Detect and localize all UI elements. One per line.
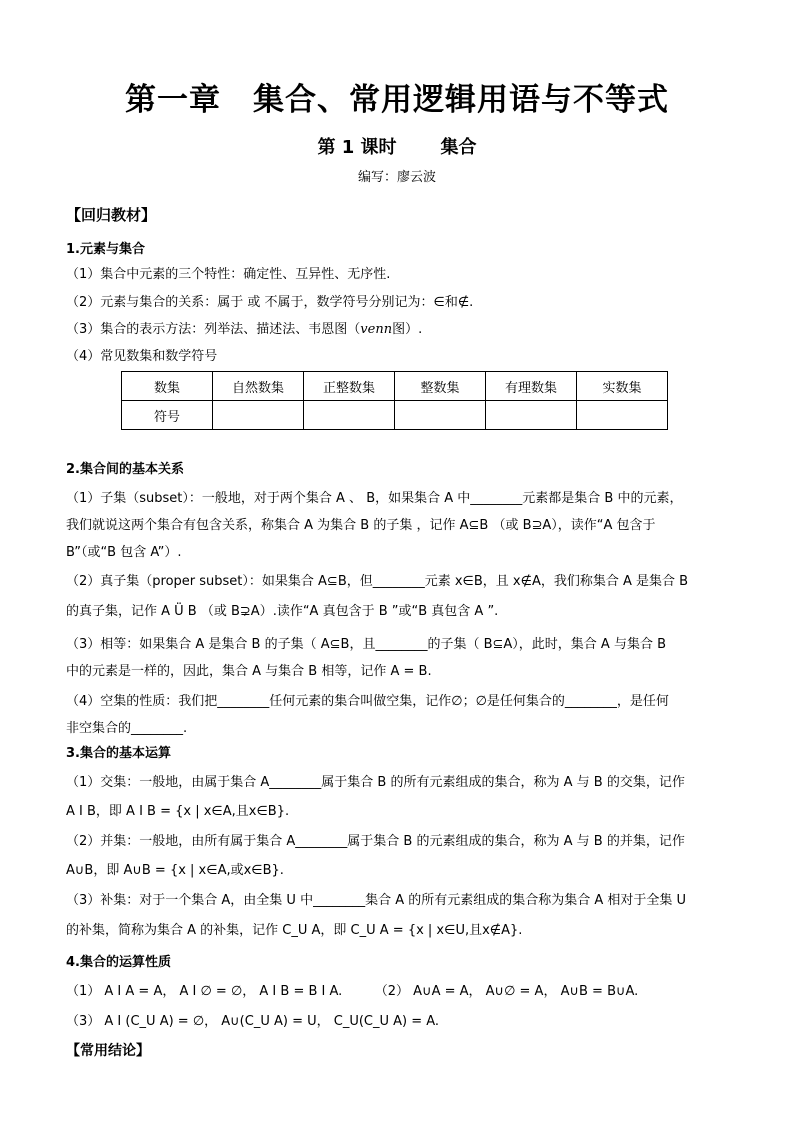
s3-line-1: （1）交集：一般地，由属于集合 A________属于集合 B 的所有元素组成的集合，称为 A 与 B 的交集，记作 [66,775,685,790]
table-cell: 自然数集 [213,372,304,401]
s3-line-4: A∪B，即 A∪B = {x | x∈A,或x∈B}. [66,863,284,878]
s2-line-6: （3）相等：如果集合 A 是集合 B 的子集（ A⊆B，且________的子集（ B⊆A），此时，集合 A 与集合 B [66,637,666,652]
s2-line-9: 非空集合的________. [66,721,188,736]
table-cell [213,401,304,430]
table-row [122,372,668,401]
s3-line-5: （3）补集：对于一个集合 A，由全集 U 中________集合 A 的所有元素组成的集合称为集合 A 相对于全集 U [66,893,687,908]
table-cell: 有理数集 [486,372,577,401]
s1-line-3-end: 图）. [392,322,423,337]
s3-line-2: A I B，即 A I B = {x | x∈A,且x∈B}. [66,804,290,819]
s1-line-3-text: （3）集合的表示方法：列举法、描述法、韦恩图（ [66,322,361,337]
chapter-title: 第一章 集合、常用逻辑用语与不等式 [125,82,669,118]
lesson-number: 第 1 课时 [317,137,397,158]
table-cell: 实数集 [577,372,668,401]
s2-line-3: B”（或“B 包含 A”）. [66,545,182,560]
section-1-heading: 1.元素与集合 [66,242,145,257]
conclusion-heading: 【常用结论】 [66,1043,150,1059]
table-cell [577,401,668,430]
s4-line-1: （1） A I A = A， A I ∅ = ∅， A I B = B I A. （2） A∪A = A， A∪∅ = A， A∪B = B∪A. [66,984,639,999]
s1-line-4: （4）常见数集和数学符号 [66,349,218,364]
s3-line-6: 的补集，简称为集合 A 的补集，记作 C_U A，即 C_U A = {x | x∈U,且x∉A}. [66,923,523,938]
author-line: 编写：廖云波 [357,170,436,185]
lesson-topic: 集合 [440,137,477,158]
s2-line-7: 中的元素是一样的，因此，集合 A 与集合 B 相等，记作 A = B. [66,664,432,679]
s2-line-5: 的真子集，记作 A Ü B （或 B⊋A）.读作“A 真包含于 B ”或“B 真包含 A ”. [66,604,499,619]
s1-line-3 [66,318,734,337]
table-cell [304,401,395,430]
s2-line-8: （4）空集的性质：我们把________任何元素的集合叫做空集，记作∅；∅是任何集合的________，是任何 [66,694,669,709]
venn-term: venn [360,322,393,337]
table-row [122,401,668,430]
s4-line-2: （3） A I (C_U A) = ∅， A∪(C_U A) = U， C_U(C_U A) = A. [66,1014,440,1029]
table-cell: 正整数集 [304,372,395,401]
lesson-title [0,133,794,159]
table-cell [395,401,486,430]
s2-line-2: 我们就说这两个集合有包含关系，称集合 A 为集合 B 的子集 ，记作 A⊆B （或 B⊇A），读作“A 包含于 [66,518,656,533]
s2-line-1: （1）子集（subset）：一般地，对于两个集合 A 、 B，如果集合 A 中________元素都是集合 B 中的元素， [66,491,683,506]
section-4-heading: 4.集合的运算性质 [66,955,171,970]
section-3-heading: 3.集合的基本运算 [66,746,171,761]
section-2-heading: 2.集合间的基本关系 [66,462,184,477]
s1-line-2: （2）元素与集合的关系：属于 或 不属于，数学符号分别记为：∈和∉. [66,295,474,310]
table-cell [486,401,577,430]
number-sets-table [121,371,668,430]
table-cell: 数集 [122,372,213,401]
s3-line-3: （2）并集：一般地，由所有属于集合 A________属于集合 B 的元素组成的集合，称为 A 与 B 的并集，记作 [66,834,685,849]
table-cell: 符号 [122,401,213,430]
s2-line-4: （2）真子集（proper subset）：如果集合 A⊆B，但________元素 x∈B，且 x∉A，我们称集合 A 是集合 B [66,574,689,589]
s1-line-1: （1）集合中元素的三个特性：确定性、互异性、无序性. [66,267,391,282]
table-cell: 整数集 [395,372,486,401]
review-heading: 【回归教材】 [66,206,157,224]
